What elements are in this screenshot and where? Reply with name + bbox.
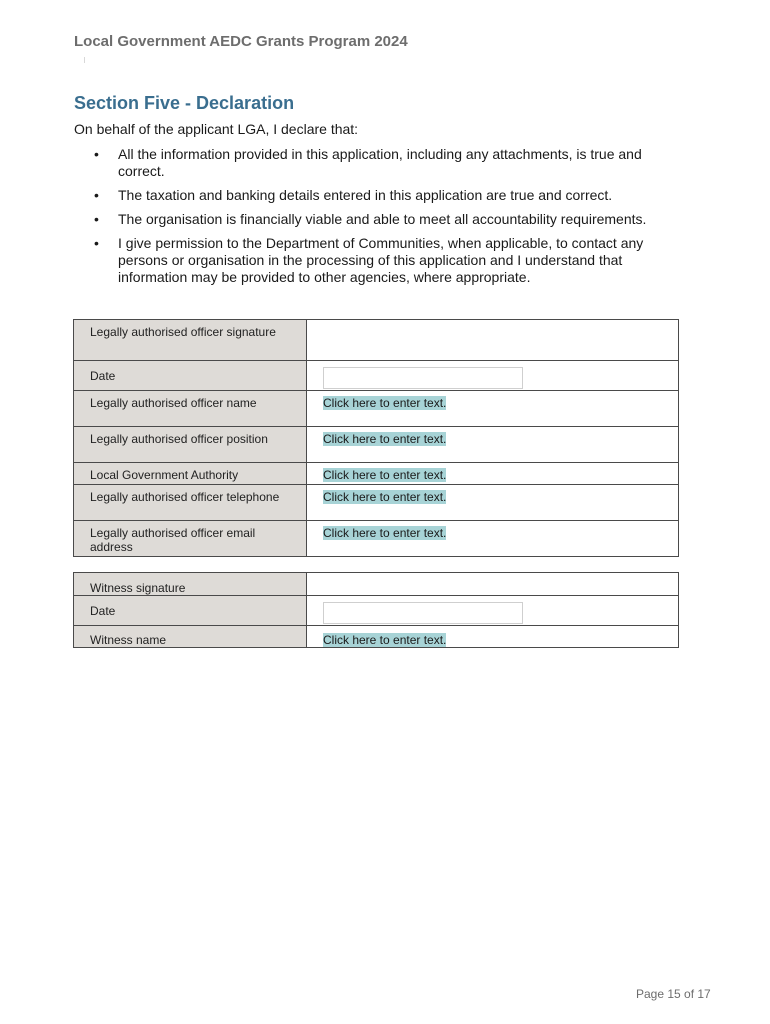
table-row — [74, 320, 679, 361]
declaration-item — [94, 235, 684, 286]
table-row — [74, 596, 679, 626]
document-header-title: Local Government AEDC Grants Program 2024 — [74, 33, 408, 50]
declaration-item-text: I give permission to the Department of Communities, when applicable, to contact any persons or organisation in the processing of this application and I understand that information may be provided to other agencies, where appropriate. — [118, 235, 644, 285]
declaration-item — [94, 211, 684, 228]
section-title: Section Five - Declaration — [74, 93, 295, 113]
declaration-item-text: The organisation is financially viable and able to meet all accountability requirements. — [118, 211, 647, 227]
bullet-icon: • — [94, 235, 99, 251]
witness-date-label: Date — [74, 596, 307, 626]
witness-table — [73, 572, 679, 648]
officer-telephone-field[interactable]: Click here to enter text. — [323, 490, 447, 504]
officer-position-label: Legally authorised officer position — [74, 427, 307, 463]
declaration-item-text: All the information provided in this application, including any attachments, is true and correct. — [118, 146, 642, 179]
officer-name-field[interactable]: Click here to enter text. — [323, 396, 447, 410]
witness-name-field[interactable]: Click here to enter text. — [323, 633, 447, 647]
table-row — [74, 463, 679, 485]
header-divider — [84, 57, 85, 63]
bullet-icon: • — [94, 187, 99, 203]
table-row — [74, 361, 679, 391]
witness-date-input[interactable] — [323, 602, 523, 624]
witness-signature-label: Witness signature — [74, 573, 307, 596]
page-number: Page 15 of 17 — [636, 987, 711, 1001]
declaration-item-text: The taxation and banking details entered in this application are true and correct. — [118, 187, 613, 203]
declaration-list — [94, 146, 684, 293]
witness-signature-field[interactable] — [307, 573, 679, 596]
witness-name-label: Witness name — [74, 626, 307, 648]
officer-signature-field[interactable] — [307, 320, 679, 361]
declaration-item — [94, 187, 684, 204]
officer-position-field[interactable]: Click here to enter text. — [323, 432, 447, 446]
bullet-icon: • — [94, 211, 99, 227]
table-row — [74, 573, 679, 596]
table-row — [74, 485, 679, 521]
bullet-icon: • — [94, 146, 99, 162]
table-row — [74, 427, 679, 463]
declaration-intro: On behalf of the applicant LGA, I declare that: — [74, 121, 359, 137]
table-row — [74, 521, 679, 557]
officer-declaration-table — [73, 319, 679, 557]
officer-email-label: Legally authorised officer email address — [74, 521, 307, 557]
officer-email-field[interactable]: Click here to enter text. — [323, 526, 447, 540]
declaration-item — [94, 146, 684, 180]
lga-label: Local Government Authority — [74, 463, 307, 485]
officer-date-input[interactable] — [323, 367, 523, 389]
officer-telephone-label: Legally authorised officer telephone — [74, 485, 307, 521]
officer-date-label: Date — [74, 361, 307, 391]
officer-signature-label: Legally authorised officer signature — [74, 320, 307, 361]
lga-field[interactable]: Click here to enter text. — [323, 468, 447, 482]
table-row — [74, 626, 679, 648]
officer-name-label: Legally authorised officer name — [74, 391, 307, 427]
table-row — [74, 391, 679, 427]
